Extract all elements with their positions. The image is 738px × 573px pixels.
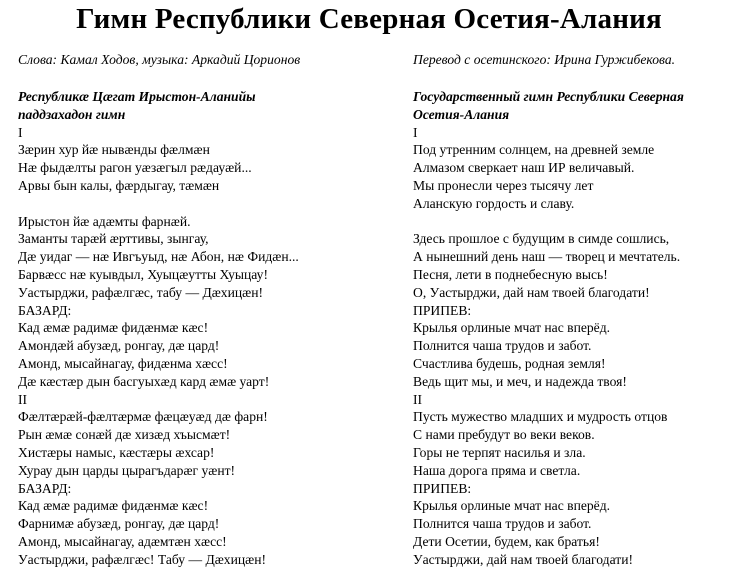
russian-lyric-line: Полнится чаша трудов и забот. <box>413 516 592 532</box>
russian-lyric-line: Мы пронесли через тысячу лет <box>413 177 594 193</box>
ossetian-lyric-line: Фарнимæ абузæд, ронгау, дæ цард! <box>18 516 220 532</box>
ossetian-heading-line-2: паддзахадон гимн <box>18 106 126 122</box>
russian-lyric-line: Полнится чаша трудов и забот. <box>413 338 592 354</box>
russian-lyric-line: Горы не терпят насилья и зла. <box>413 444 586 460</box>
russian-lyric-line: Крылья орлиные мчат нас вперёд. <box>413 498 611 514</box>
document-title: Гимн Республики Северная Осетия-Алания <box>76 3 662 35</box>
ossetian-lyric-line: Дæ уидаг — нæ Ивгъуыд, нæ Абон, нæ Фидæн... <box>18 249 299 265</box>
credits-authors: Слова: Камал Ходов, музыка: Аркадий Цорионов <box>18 52 301 67</box>
ossetian-lyric-line: Зæрин хур йæ нывæнды фæлмæн <box>18 142 210 158</box>
ossetian-lyric-line: Барвæсс нæ куывдыл, Хуыцæутты Хуыцау! <box>18 266 268 282</box>
ossetian-lyric-line: Дæ кæстæр дын басгуыхæд кард æмæ уарт! <box>18 373 270 389</box>
russian-lyric-line: Песня, лети в поднебесную высь! <box>413 266 608 282</box>
russian-lyric-line: Алмазом сверкает наш ИР величавый. <box>413 160 635 176</box>
russian-lyric-line: II <box>413 391 423 407</box>
russian-lyric-line: ПРИПЕВ: <box>413 302 472 318</box>
ossetian-lyric-line: I <box>18 124 23 140</box>
russian-lyric-line: Дети Осетии, будем, как братья! <box>413 533 600 549</box>
ossetian-lyric-line: БАЗАРД: <box>18 480 72 496</box>
ossetian-lyric-line: Кад æмæ радимæ фидæнмæ кæс! <box>18 320 209 336</box>
ossetian-lyric-line <box>18 195 299 213</box>
russian-lyric-line: Аланскую гордость и славу. <box>413 195 575 211</box>
russian-lyric-line: О, Уастырджи, дай нам твоей благодати! <box>413 284 650 300</box>
ossetian-lyric-line: Кад æмæ радимæ фидæнмæ кæс! <box>18 498 209 514</box>
russian-lyric-line: Здесь прошлое с будущим в симде сошлись, <box>413 231 670 247</box>
ossetian-lyric-line: Амонд, мысайнагау, фидæнма хæсс! <box>18 355 228 371</box>
credits-translator: Перевод с осетинского: Ирина Гуржибекова. <box>413 52 676 67</box>
ossetian-lyric-line: Фæлтæрæй-фæлтæрмæ фæцæуæд дæ фарн! <box>18 409 268 425</box>
ossetian-lyric-line: Амондæй абузæд, ронгау, дæ цард! <box>18 338 220 354</box>
russian-lyric-line: Уастырджи, дай нам твоей благодати! <box>413 551 634 567</box>
ossetian-lyric-line: Амонд, мысайнагау, адæмтæн хæсс! <box>18 533 227 549</box>
ossetian-lyric-line: Уастырджи, рафæлгæс! Табу — Дæхицæн! <box>18 551 266 567</box>
ossetian-verses <box>18 124 299 569</box>
russian-translation-column <box>413 88 684 569</box>
russian-lyric-line: I <box>413 124 418 140</box>
russian-lyric-line: Наша дорога пряма и светла. <box>413 462 581 478</box>
ossetian-lyric-line: II <box>18 391 28 407</box>
ossetian-lyric-line: Нæ фыдæлты рагон уæзæгыл рæдауæй... <box>18 160 252 176</box>
russian-verses <box>413 124 684 569</box>
russian-lyric-line: Пусть мужество младших и мудрость отцов <box>413 409 668 425</box>
ossetian-lyric-line: Хистæры намыс, кæстæры æхсар! <box>18 444 215 460</box>
ossetian-lyric-line: Рын æмæ сонæй дæ хизæд хъысмæт! <box>18 427 231 443</box>
russian-lyric-line: С нами пребудут во веки веков. <box>413 427 595 443</box>
russian-heading-line-2: Осетия-Алания <box>413 106 510 122</box>
russian-lyric-line: Счастлива будешь, родная земля! <box>413 355 606 371</box>
ossetian-lyric-line: Ирыстон йæ адæмты фарнæй. <box>18 213 191 229</box>
ossetian-lyric-line: Заманты тарæй æрттивы, зынгау, <box>18 231 209 247</box>
ossetian-lyric-line: Арвы бын калы, фæрдыгау, тæмæн <box>18 177 220 193</box>
ossetian-heading-line-1: Республикæ Цæгат Ирыстон-Аланийы <box>18 89 256 104</box>
ossetian-lyric-line: БАЗАРД: <box>18 302 72 318</box>
russian-lyric-line: Ведь щит мы, и меч, и надежда твоя! <box>413 373 627 389</box>
russian-lyric-line <box>413 213 684 231</box>
russian-heading-line-1: Государственный гимн Республики Северная <box>413 89 684 104</box>
ossetian-lyric-line: Хурау дын царды цырагъдарæг уæнт! <box>18 462 236 478</box>
russian-lyric-line: Под утренним солнцем, на древней земле <box>413 142 655 158</box>
ossetian-lyric-line: Уастырджи, рафæлгæс, табу — Дæхицæн! <box>18 284 264 300</box>
russian-lyric-line: ПРИПЕВ: <box>413 480 472 496</box>
ossetian-lyrics-column <box>18 88 299 569</box>
russian-lyric-line: Крылья орлиные мчат нас вперёд. <box>413 320 611 336</box>
russian-lyric-line: А нынешний день наш — творец и мечтатель. <box>413 249 681 265</box>
